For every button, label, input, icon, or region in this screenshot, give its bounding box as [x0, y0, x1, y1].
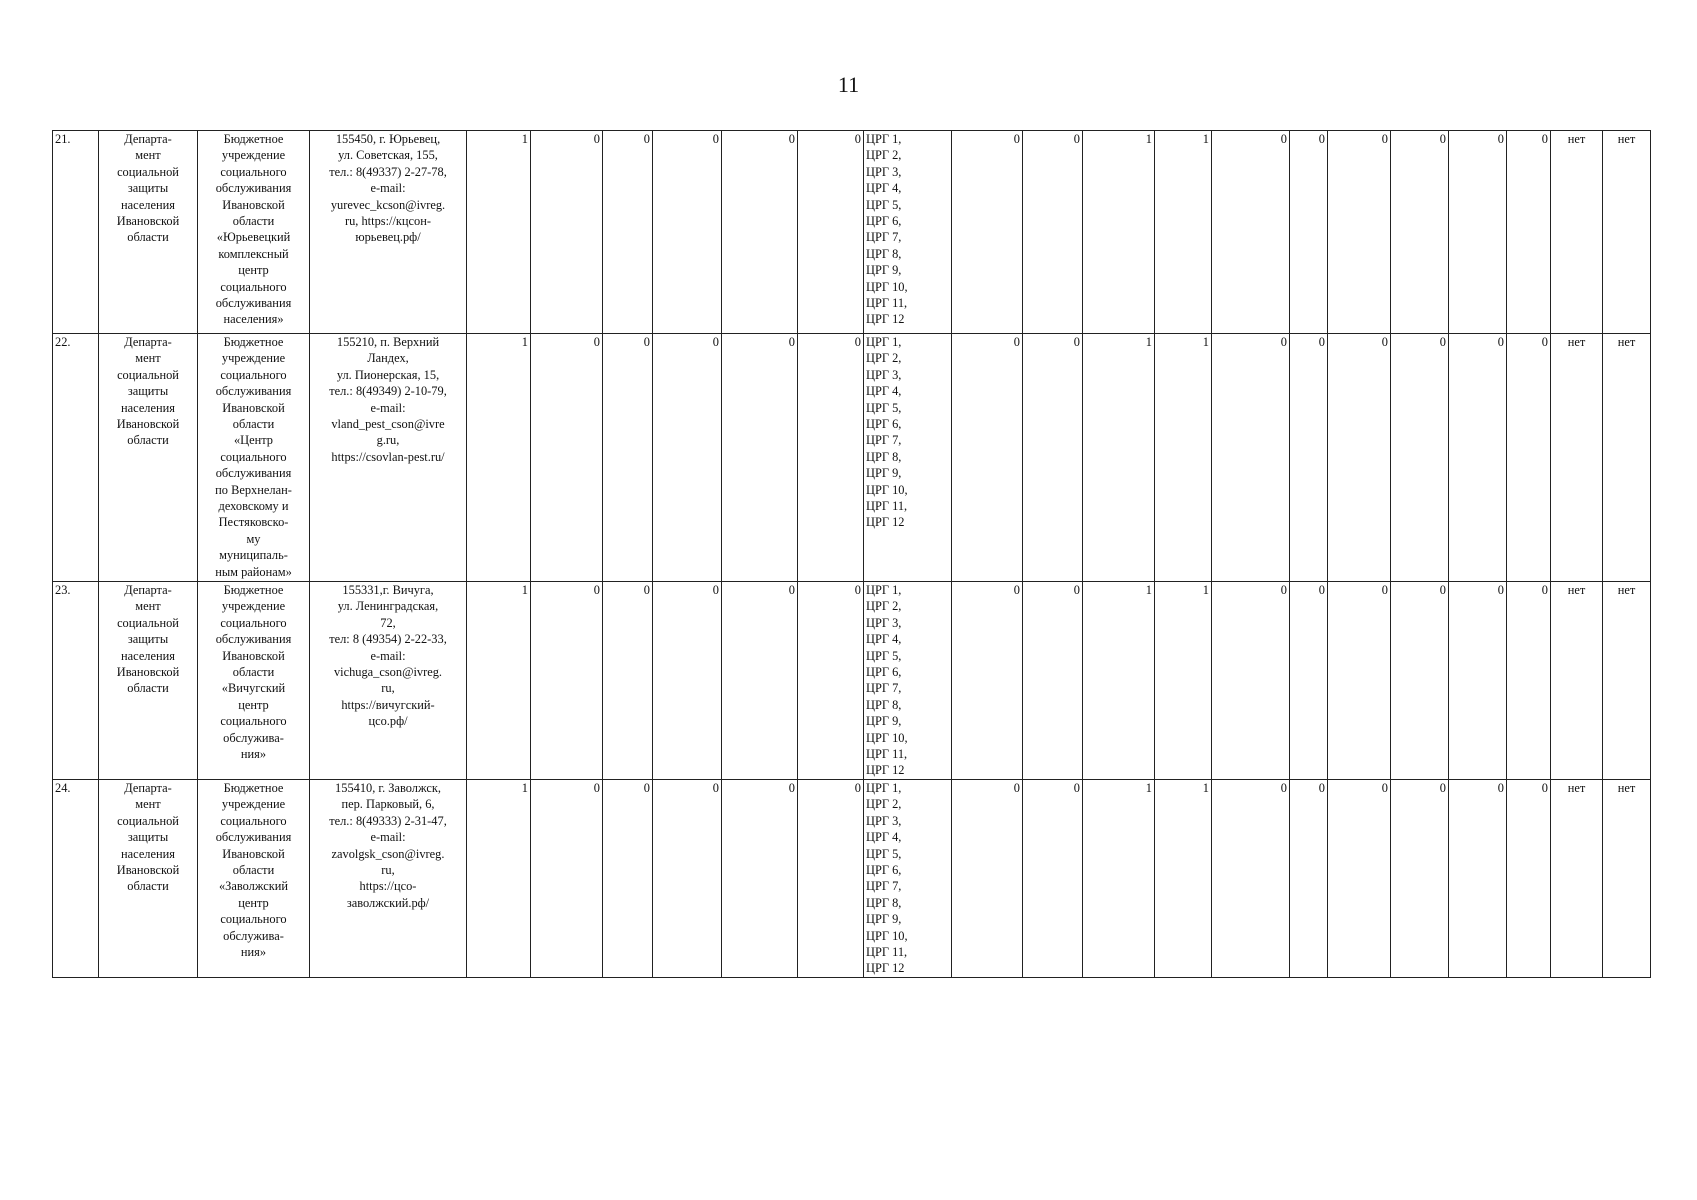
- institution-cell-line: «Вичугский: [221, 681, 286, 696]
- value-cell: 0: [603, 779, 653, 977]
- groups-cell: [864, 334, 952, 582]
- groups-cell-line: ЦРГ 6,: [866, 214, 902, 229]
- groups-cell-line: ЦРГ 6,: [866, 417, 902, 432]
- value-cell: 0: [1449, 334, 1507, 582]
- address-cell-line: zavolgsk_cson@ivreg.: [331, 846, 445, 861]
- groups-cell-line: ЦРГ 12: [866, 515, 905, 530]
- groups-cell-line: ЦРГ 7,: [866, 879, 902, 894]
- value-cell: 0: [531, 779, 603, 977]
- value-cell: 0: [1391, 131, 1449, 334]
- groups-cell-line: ЦРГ 1,: [866, 583, 902, 597]
- value-cell: 0: [1212, 131, 1290, 334]
- department-cell: [99, 131, 198, 334]
- groups-cell-line: ЦРГ 7,: [866, 230, 902, 245]
- flag-cell: нет: [1551, 582, 1603, 780]
- groups-cell-line: ЦРГ 3,: [866, 615, 902, 630]
- value-cell: 0: [1449, 582, 1507, 780]
- value-cell: 0: [722, 334, 798, 582]
- institution-cell: [198, 334, 310, 582]
- groups-cell-line: ЦРГ 4,: [866, 632, 902, 647]
- value-cell: 0: [952, 131, 1023, 334]
- institution-cell-line: деховскому и: [218, 499, 289, 514]
- institution-cell-line: учреждение: [221, 351, 286, 366]
- department-cell-line: социальной: [117, 615, 179, 630]
- value-cell: 1: [1155, 131, 1212, 334]
- groups-cell-line: ЦРГ 10,: [866, 482, 908, 497]
- address-cell-line: yurevec_kcson@ivreg.: [330, 197, 446, 212]
- institution-cell-line: Бюджетное: [223, 335, 284, 349]
- value-cell: 0: [1023, 334, 1083, 582]
- institution-cell-line: «Центр: [233, 433, 274, 448]
- value-cell: 1: [467, 131, 531, 334]
- department-cell-line: мент: [135, 797, 161, 812]
- department-cell-line: защиты: [127, 384, 169, 399]
- department-cell-line: мент: [135, 599, 161, 614]
- institution-cell-line: учреждение: [221, 797, 286, 812]
- value-cell: 0: [1212, 779, 1290, 977]
- address-cell-line: ул. Советская, 155,: [338, 148, 438, 163]
- groups-cell-line: ЦРГ 6,: [866, 862, 902, 877]
- table-row: [53, 334, 1651, 582]
- flag-cell: нет: [1603, 779, 1651, 977]
- value-cell: 0: [1391, 779, 1449, 977]
- department-cell-line: мент: [135, 351, 161, 366]
- groups-cell-line: ЦРГ 7,: [866, 433, 902, 448]
- address-cell-line: e-mail:: [370, 400, 406, 415]
- institution-cell-line: ния»: [240, 747, 267, 762]
- address-cell-line: ул. Пионерская, 15,: [336, 367, 440, 382]
- address-cell-line: vichuga_cson@ivreg.: [333, 665, 443, 680]
- address-cell-line: https://csovlan-pest.ru/: [331, 449, 445, 464]
- department-cell-line: Департа-: [124, 780, 172, 795]
- address-cell-line: https://цсо-: [359, 879, 417, 894]
- value-cell: 0: [1212, 334, 1290, 582]
- groups-cell-line: ЦРГ 4,: [866, 181, 902, 196]
- address-cell-line: пер. Парковый, 6,: [341, 797, 435, 812]
- groups-cell-line: ЦРГ 9,: [866, 912, 902, 927]
- institution-cell-line: области: [232, 417, 275, 432]
- registry-table: [52, 130, 1651, 978]
- table-row: [53, 779, 1651, 977]
- groups-cell-line: ЦРГ 12: [866, 961, 905, 976]
- department-cell-line: мент: [135, 148, 161, 163]
- row-number: 24.: [53, 779, 99, 977]
- institution-cell-line: обслуживания: [215, 384, 292, 399]
- value-cell: 0: [722, 582, 798, 780]
- value-cell: 1: [1083, 779, 1155, 977]
- groups-cell-line: ЦРГ 12: [866, 312, 905, 327]
- institution-cell-line: обслужива-: [223, 928, 284, 943]
- groups-cell-line: ЦРГ 8,: [866, 697, 902, 712]
- address-cell-line: тел.: 8(49337) 2-27-78,: [329, 164, 447, 179]
- value-cell: 0: [1290, 582, 1328, 780]
- address-cell-line: ru,: [381, 681, 395, 696]
- value-cell: 1: [1155, 582, 1212, 780]
- value-cell: 0: [1023, 131, 1083, 334]
- value-cell: 0: [1212, 582, 1290, 780]
- value-cell: 0: [1507, 131, 1551, 334]
- groups-cell-line: ЦРГ 1,: [866, 780, 902, 795]
- groups-cell-line: ЦРГ 11,: [866, 747, 908, 762]
- institution-cell-line: Ивановской: [222, 197, 285, 212]
- value-cell: 0: [1328, 131, 1391, 334]
- address-cell-line: тел.: 8(49349) 2-10-79,: [329, 384, 447, 399]
- institution-cell-line: области: [232, 862, 275, 877]
- value-cell: 0: [1449, 131, 1507, 334]
- groups-cell-line: ЦРГ 7,: [866, 681, 902, 696]
- flag-cell: нет: [1551, 131, 1603, 334]
- groups-cell-line: ЦРГ 9,: [866, 263, 902, 278]
- value-cell: 0: [798, 582, 864, 780]
- groups-cell-line: ЦРГ 11,: [866, 499, 908, 514]
- department-cell-line: социальной: [117, 813, 179, 828]
- institution-cell-line: центр: [238, 263, 269, 278]
- institution-cell-line: «Юрьевецкий: [216, 230, 291, 245]
- table-row: [53, 131, 1651, 334]
- department-cell-line: области: [127, 433, 169, 448]
- groups-cell-line: ЦРГ 8,: [866, 449, 902, 464]
- department-cell-line: населения: [121, 846, 175, 861]
- department-cell-line: Ивановской: [116, 862, 180, 877]
- institution-cell-line: обслуживания: [215, 296, 292, 311]
- institution-cell-line: Ивановской: [222, 648, 285, 663]
- address-cell-line: ул. Ленинградская,: [337, 599, 439, 614]
- institution-cell-line: обслужива-: [223, 730, 284, 745]
- institution-cell-line: по Верхнелан-: [215, 482, 292, 497]
- groups-cell-line: ЦРГ 12: [866, 763, 905, 778]
- value-cell: 0: [952, 779, 1023, 977]
- institution-cell-line: му: [246, 531, 261, 546]
- groups-cell-line: ЦРГ 10,: [866, 730, 908, 745]
- department-cell-line: Департа-: [124, 132, 172, 146]
- groups-cell-line: ЦРГ 2,: [866, 351, 902, 366]
- value-cell: 0: [1023, 582, 1083, 780]
- institution-cell-line: социального: [220, 714, 287, 729]
- value-cell: 0: [653, 334, 722, 582]
- address-cell-line: тел.: 8(49333) 2-31-47,: [329, 813, 447, 828]
- address-cell: [310, 779, 467, 977]
- flag-cell: нет: [1603, 582, 1651, 780]
- institution-cell-line: области: [232, 665, 275, 680]
- groups-cell-line: ЦРГ 6,: [866, 665, 902, 680]
- value-cell: 0: [531, 131, 603, 334]
- department-cell: [99, 779, 198, 977]
- value-cell: 0: [1023, 779, 1083, 977]
- institution-cell-line: центр: [238, 895, 269, 910]
- institution-cell: [198, 131, 310, 334]
- address-cell: [310, 131, 467, 334]
- groups-cell-line: ЦРГ 10,: [866, 928, 908, 943]
- department-cell-line: населения: [121, 400, 175, 415]
- page-number: 11: [837, 72, 860, 97]
- department-cell-line: защиты: [127, 632, 169, 647]
- department-cell-line: населения: [121, 648, 175, 663]
- institution-cell-line: ния»: [240, 944, 267, 959]
- address-cell-line: 155210, п. Верхний: [336, 335, 440, 349]
- institution-cell-line: области: [232, 214, 275, 229]
- value-cell: 0: [1290, 334, 1328, 582]
- institution-cell-line: Ивановской: [222, 846, 285, 861]
- groups-cell-line: ЦРГ 5,: [866, 648, 902, 663]
- flag-cell: нет: [1603, 334, 1651, 582]
- value-cell: 0: [1507, 334, 1551, 582]
- value-cell: 0: [531, 334, 603, 582]
- value-cell: 0: [722, 779, 798, 977]
- value-cell: 0: [1507, 582, 1551, 780]
- department-cell: [99, 582, 198, 780]
- value-cell: 1: [1083, 582, 1155, 780]
- table-row: [53, 582, 1651, 780]
- institution-cell-line: учреждение: [221, 148, 286, 163]
- groups-cell-line: ЦРГ 11,: [866, 944, 908, 959]
- groups-cell-line: ЦРГ 5,: [866, 400, 902, 415]
- institution-cell-line: ным районам»: [215, 564, 292, 579]
- department-cell-line: Ивановской: [116, 214, 180, 229]
- value-cell: 1: [1155, 334, 1212, 582]
- groups-cell-line: ЦРГ 3,: [866, 813, 902, 828]
- row-number: 21.: [53, 131, 99, 334]
- address-cell-line: 72,: [380, 615, 396, 630]
- institution-cell-line: обслуживания: [215, 181, 292, 196]
- address-cell-line: тел: 8 (49354) 2-22-33,: [329, 632, 447, 647]
- department-cell-line: области: [127, 879, 169, 894]
- value-cell: 0: [1328, 334, 1391, 582]
- value-cell: 1: [1083, 334, 1155, 582]
- groups-cell: [864, 779, 952, 977]
- groups-cell-line: ЦРГ 10,: [866, 279, 908, 294]
- value-cell: 0: [653, 779, 722, 977]
- department-cell-line: Ивановской: [116, 417, 180, 432]
- value-cell: 0: [1391, 582, 1449, 780]
- address-cell: [310, 334, 467, 582]
- groups-cell: [864, 131, 952, 334]
- groups-cell-line: ЦРГ 5,: [866, 197, 902, 212]
- value-cell: 0: [1290, 131, 1328, 334]
- value-cell: 0: [798, 334, 864, 582]
- flag-cell: нет: [1603, 131, 1651, 334]
- value-cell: 1: [1083, 131, 1155, 334]
- institution-cell-line: комплексный: [218, 246, 289, 261]
- address-cell-line: Ландех,: [367, 351, 409, 366]
- institution-cell: [198, 779, 310, 977]
- address-cell-line: vland_pest_cson@ivre: [331, 417, 445, 432]
- department-cell: [99, 334, 198, 582]
- department-cell-line: защиты: [127, 830, 169, 845]
- address-cell-line: ru, https://кцсон-: [344, 214, 432, 229]
- address-cell-line: 155410, г. Заволжск,: [335, 780, 441, 795]
- groups-cell-line: ЦРГ 1,: [866, 132, 902, 146]
- groups-cell-line: ЦРГ 5,: [866, 846, 902, 861]
- groups-cell-line: ЦРГ 8,: [866, 246, 902, 261]
- value-cell: 0: [603, 582, 653, 780]
- institution-cell-line: социального: [220, 912, 287, 927]
- institution-cell-line: обслуживания: [215, 830, 292, 845]
- department-cell-line: области: [127, 681, 169, 696]
- value-cell: 0: [1290, 779, 1328, 977]
- groups-cell-line: ЦРГ 9,: [866, 714, 902, 729]
- address-cell: [310, 582, 467, 780]
- groups-cell-line: ЦРГ 4,: [866, 384, 902, 399]
- value-cell: 0: [603, 131, 653, 334]
- institution-cell-line: социального: [220, 279, 287, 294]
- institution-cell-line: Бюджетное: [223, 583, 284, 597]
- institution-cell-line: Бюджетное: [223, 132, 284, 146]
- institution-cell-line: Бюджетное: [223, 780, 284, 795]
- value-cell: 0: [798, 131, 864, 334]
- value-cell: 1: [467, 334, 531, 582]
- groups-cell-line: ЦРГ 3,: [866, 164, 902, 179]
- institution-cell-line: центр: [238, 697, 269, 712]
- institution-cell-line: обслуживания: [215, 466, 292, 481]
- institution-cell-line: обслуживания: [215, 632, 292, 647]
- address-cell-line: ru,: [381, 862, 395, 877]
- institution-cell-line: учреждение: [221, 599, 286, 614]
- row-number: 22.: [53, 334, 99, 582]
- groups-cell-line: ЦРГ 3,: [866, 367, 902, 382]
- value-cell: 0: [653, 582, 722, 780]
- value-cell: 0: [952, 582, 1023, 780]
- address-cell-line: e-mail:: [370, 181, 406, 196]
- table-body: [53, 131, 1651, 978]
- institution-cell-line: социального: [220, 813, 287, 828]
- institution-cell-line: социального: [220, 449, 287, 464]
- address-cell-line: 155450, г. Юрьевец,: [335, 132, 441, 146]
- address-cell-line: юрьевец.рф/: [355, 230, 421, 245]
- value-cell: 1: [467, 582, 531, 780]
- value-cell: 0: [1391, 334, 1449, 582]
- groups-cell-line: ЦРГ 2,: [866, 148, 902, 163]
- institution-cell-line: социального: [220, 164, 287, 179]
- department-cell-line: Департа-: [124, 335, 172, 349]
- institution-cell-line: Ивановской: [222, 400, 285, 415]
- value-cell: 1: [467, 779, 531, 977]
- address-cell-line: цсо.рф/: [368, 714, 408, 729]
- department-cell-line: социальной: [117, 367, 179, 382]
- institution-cell: [198, 582, 310, 780]
- value-cell: 0: [952, 334, 1023, 582]
- row-number: 23.: [53, 582, 99, 780]
- value-cell: 0: [603, 334, 653, 582]
- value-cell: 0: [798, 779, 864, 977]
- institution-cell-line: населения»: [223, 312, 284, 327]
- institution-cell-line: социального: [220, 615, 287, 630]
- flag-cell: нет: [1551, 779, 1603, 977]
- address-cell-line: 155331,г. Вичуга,: [342, 583, 434, 597]
- address-cell-line: e-mail:: [370, 830, 406, 845]
- institution-cell-line: социального: [220, 367, 287, 382]
- institution-cell-line: муниципаль-: [219, 548, 288, 563]
- groups-cell-line: ЦРГ 9,: [866, 466, 902, 481]
- value-cell: 0: [1328, 779, 1391, 977]
- value-cell: 0: [531, 582, 603, 780]
- address-cell-line: g.ru,: [376, 433, 400, 448]
- groups-cell-line: ЦРГ 2,: [866, 797, 902, 812]
- value-cell: 0: [1507, 779, 1551, 977]
- flag-cell: нет: [1551, 334, 1603, 582]
- value-cell: 0: [1328, 582, 1391, 780]
- groups-cell-line: ЦРГ 8,: [866, 895, 902, 910]
- department-cell-line: Ивановской: [116, 665, 180, 680]
- address-cell-line: https://вичугский-: [341, 697, 435, 712]
- value-cell: 1: [1155, 779, 1212, 977]
- department-cell-line: социальной: [117, 164, 179, 179]
- groups-cell: [864, 582, 952, 780]
- department-cell-line: населения: [121, 197, 175, 212]
- department-cell-line: области: [127, 230, 169, 245]
- value-cell: 0: [1449, 779, 1507, 977]
- address-cell-line: e-mail:: [370, 648, 406, 663]
- groups-cell-line: ЦРГ 4,: [866, 830, 902, 845]
- department-cell-line: защиты: [127, 181, 169, 196]
- department-cell-line: Департа-: [124, 583, 172, 597]
- groups-cell-line: ЦРГ 11,: [866, 296, 908, 311]
- institution-cell-line: «Заволжский: [218, 879, 288, 894]
- value-cell: 0: [653, 131, 722, 334]
- groups-cell-line: ЦРГ 1,: [866, 335, 902, 349]
- address-cell-line: заволжский.рф/: [346, 895, 430, 910]
- institution-cell-line: Пестяковско-: [218, 515, 289, 530]
- value-cell: 0: [722, 131, 798, 334]
- groups-cell-line: ЦРГ 2,: [866, 599, 902, 614]
